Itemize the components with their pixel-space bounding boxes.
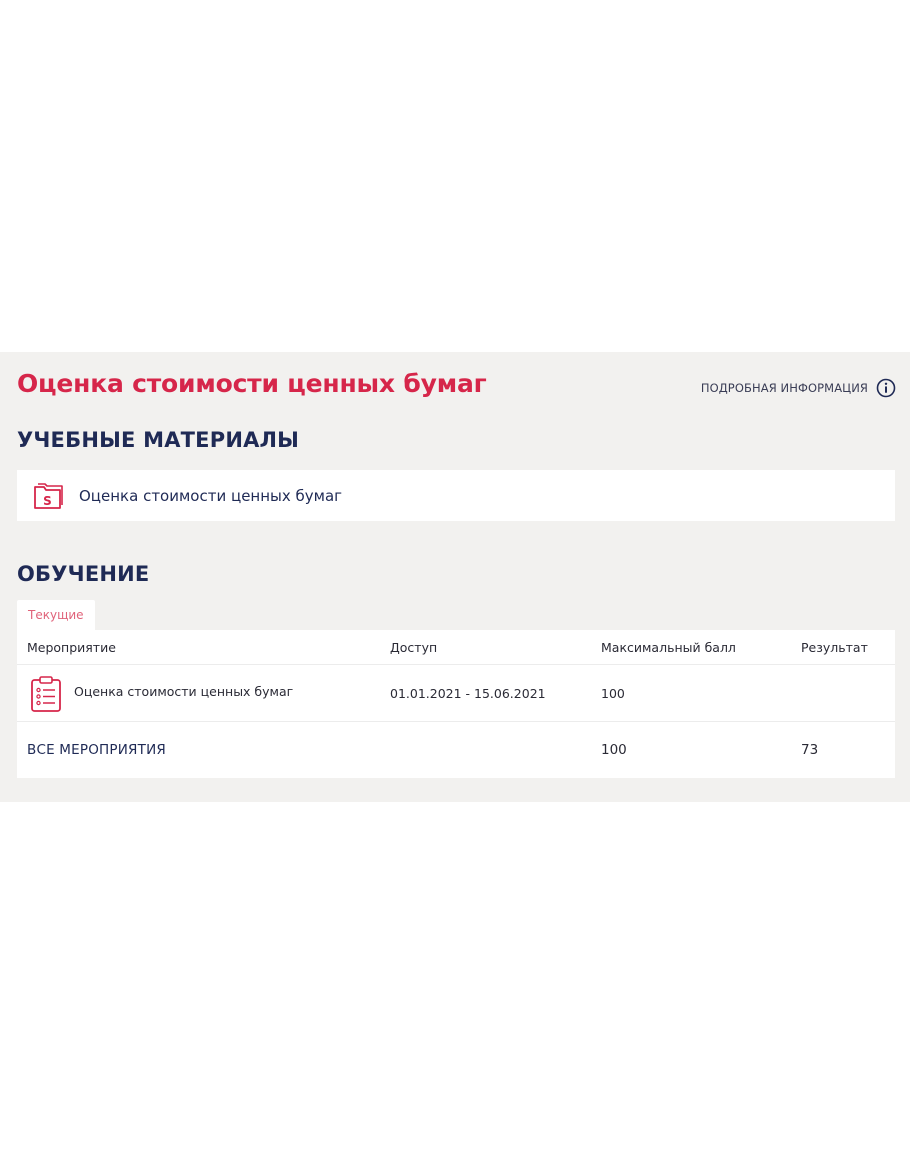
activities-table bbox=[17, 630, 895, 778]
training-heading: ОБУЧЕНИЕ bbox=[17, 562, 150, 586]
tab-current[interactable]: Текущие bbox=[17, 600, 95, 630]
column-header-activity: Мероприятие bbox=[27, 640, 116, 655]
table-header-row bbox=[17, 630, 895, 665]
material-item[interactable] bbox=[17, 470, 895, 521]
clipboard-list-icon bbox=[29, 675, 63, 713]
column-header-max-score: Максимальный балл bbox=[601, 640, 736, 655]
folder-s-icon bbox=[32, 479, 66, 513]
more-info-link[interactable] bbox=[701, 378, 896, 398]
column-header-result: Результат bbox=[801, 640, 868, 655]
column-header-access: Доступ bbox=[390, 640, 438, 655]
table-row[interactable] bbox=[17, 665, 895, 722]
materials-heading: УЧЕБНЫЕ МАТЕРИАЛЫ bbox=[17, 428, 300, 452]
total-max-score: 100 bbox=[601, 742, 627, 758]
course-title: Оценка стоимости ценных бумаг bbox=[17, 369, 487, 398]
info-icon[interactable] bbox=[876, 378, 896, 398]
course-panel bbox=[0, 352, 910, 802]
more-info-label: ПОДРОБНАЯ ИНФОРМАЦИЯ bbox=[700, 381, 868, 395]
svg-text:S: S bbox=[43, 493, 52, 508]
total-row bbox=[17, 722, 895, 778]
total-result: 73 bbox=[801, 742, 819, 758]
activity-max-score: 100 bbox=[601, 686, 625, 701]
activity-access: 01.01.2021 - 15.06.2021 bbox=[390, 686, 546, 701]
total-label: ВСЕ МЕРОПРИЯТИЯ bbox=[27, 742, 166, 758]
material-item-label: Оценка стоимости ценных бумаг bbox=[79, 486, 343, 505]
activity-name[interactable]: Оценка стоимости ценных бумаг bbox=[74, 684, 294, 699]
